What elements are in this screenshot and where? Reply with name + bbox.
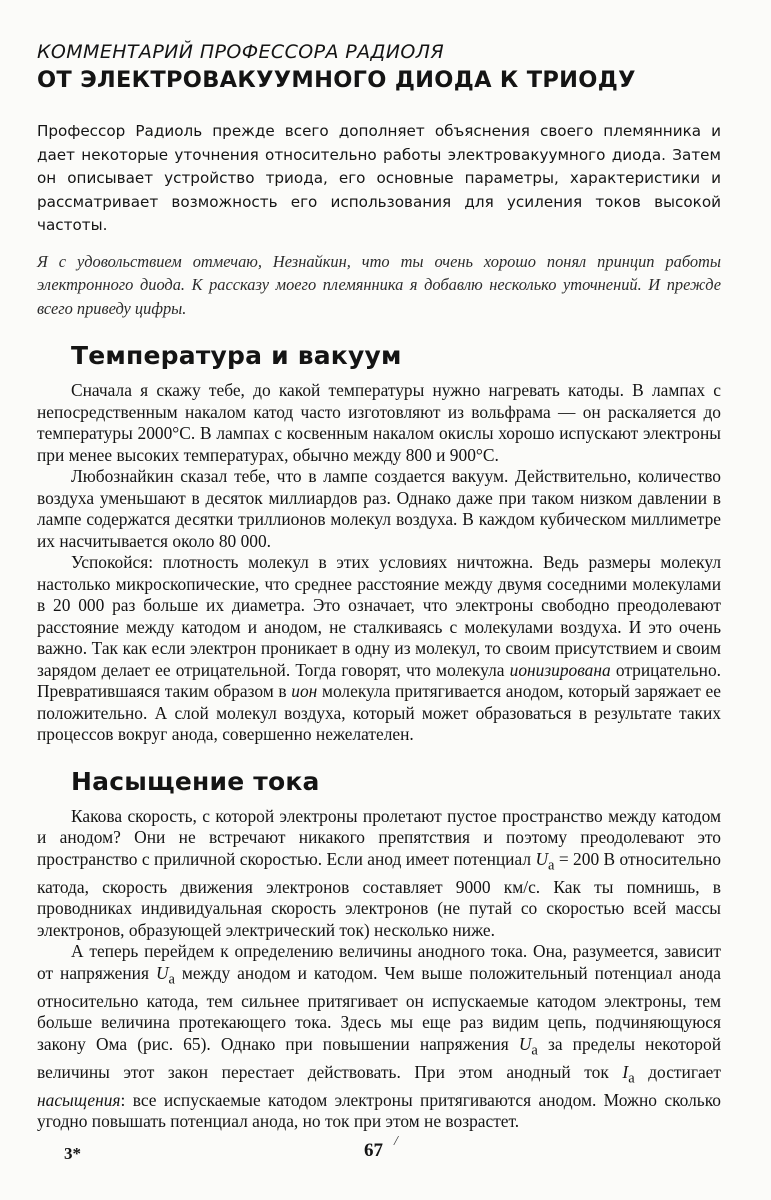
page-footer [64,1134,771,1166]
paragraph-molecules [37,552,721,746]
text-run: отрицательно. Превратившаяся таким образом в [37,659,721,702]
paragraph-electron-speed [37,806,721,941]
variable-u: U [155,962,169,983]
emphasis-saturation: насыщения [37,1089,121,1110]
subscript-a: а [628,1070,635,1087]
text-run: за пределы некоторой величины этот закон перестает действовать. При этом анодный ток [37,1033,721,1082]
emphasis-ion: ион [291,681,318,702]
opening-quote: Я с удовольствием отмечаю, Незнайкин, что ты очень хорошо понял принцип работы электронного диода. К рассказу моего племянника я добавлю несколько уточнений. И прежде всего приведу цифры. [37,251,721,318]
text-run: Какова скорость, с которой электроны пролетают пустое пространство между катодом и анодом? Они не встречают никакого препятствия и поэтому преодолевают это пространство с приличной скоростью. Если анод имеет потенциал [37,805,721,869]
text-run: : все испускаемые катодом электроны притягиваются анодом. Можно сколько угодно повышать потенциал анода, но ток при этом не возрастет. [37,1089,721,1132]
text-run: = 200 В относительно катода, скорость движения электронов составляет 9000 км/с. Как ты помнишь, в проводниках индивидуальная скорость электронов (не путай со скоростью всей массы электронов, образующей электрический ток) несколько ниже. [37,848,721,940]
signature-mark: 3* [64,1144,81,1163]
text-run: между анодом и катодом. Чем выше положительный потенциал анода относительно катода, тем сильнее притягивает он испускаемые катодом электроны, тем больше величина протекающего тока. Здесь мы еще раз видим цепь, подчиняющуюся закону Ома (рис. 65). Однако при повышении напряжения [37,962,721,1054]
handwritten-mark: / [394,1134,398,1149]
chapter-intro: Профессор Радиоль прежде всего дополняет объяснения своего племянника и дает некоторые уточнения относительно работы электровакуумного диода. Затем он описывает устройство триода, его основные параметры, характеристики и рассматривает возможность его использования для усиления токов высокой частоты. [37,122,721,235]
section-heading-temperature: Температура и вакуум [71,341,402,371]
chapter-title: ОТ ЭЛЕКТРОВАКУУМНОГО ДИОДА К ТРИОДУ [37,67,636,93]
text-run: достигает [634,1061,721,1082]
paragraph-vacuum: Любознайкин сказал тебе, что в лампе создается вакуум. Действительно, количество воздуха уменьшают в десяток миллиардов раз. Однако даже при таком низком давлении в лампе содержатся десятки триллионов молекул воздуха. В каждом кубическом миллиметре их насчитывается около 80 000. [37,466,721,551]
emphasis-ionized: ионизирована [509,659,611,680]
section-heading-saturation: Насыщение тока [71,766,320,796]
subscript-a: а [531,1042,538,1059]
chapter-kicker: КОММЕНТАРИЙ ПРОФЕССОРА РАДИОЛЯ [37,41,445,63]
text-run: А теперь перейдем к определению величины анодного тока. Она, разумеется, зависит от напряжения [37,941,721,983]
subscript-a: а [168,971,175,988]
variable-u: U [535,848,549,869]
variable-i: I [622,1061,629,1082]
variable-u: U [518,1033,532,1054]
paragraph-anode-current [37,941,721,1132]
paragraph-cathode-temperature: Сначала я скажу тебе, до какой температуры нужно нагревать катоды. В лампах с непосредственным накалом катод часто изготовляют из вольфрама — он раскаляется до температуры 2000°С. В лампах с косвенным накалом окислы хорошо испускают электроны при менее высоких температурах, обычно между 800 и 900°С. [37,380,721,465]
text-run: молекула притягивается анодом, который заряжает ее положительно. А слой молекул воздуха, который может образоваться в результате таких процессов вокруг анода, совершенно нежелателен. [37,681,721,745]
page-number: 67 [364,1140,383,1161]
text-run: Успокойся: плотность молекул в этих условиях ничтожна. Ведь размеры молекул настолько микроскопические, что среднее расстояние между двумя соседними молекулами в 20 000 раз больше их диаметра. Это означает, что электроны свободно преодолевают расстояние между катодом и анодом, не сталкиваясь с молекулами воздуха. И это очень важно. Так как если электрон проникает в одну из молекул, то своим присутствием и своим зарядом делает ее отрицательной. Тогда говорят, что молекула [37,552,721,680]
subscript-a: а [548,857,555,874]
